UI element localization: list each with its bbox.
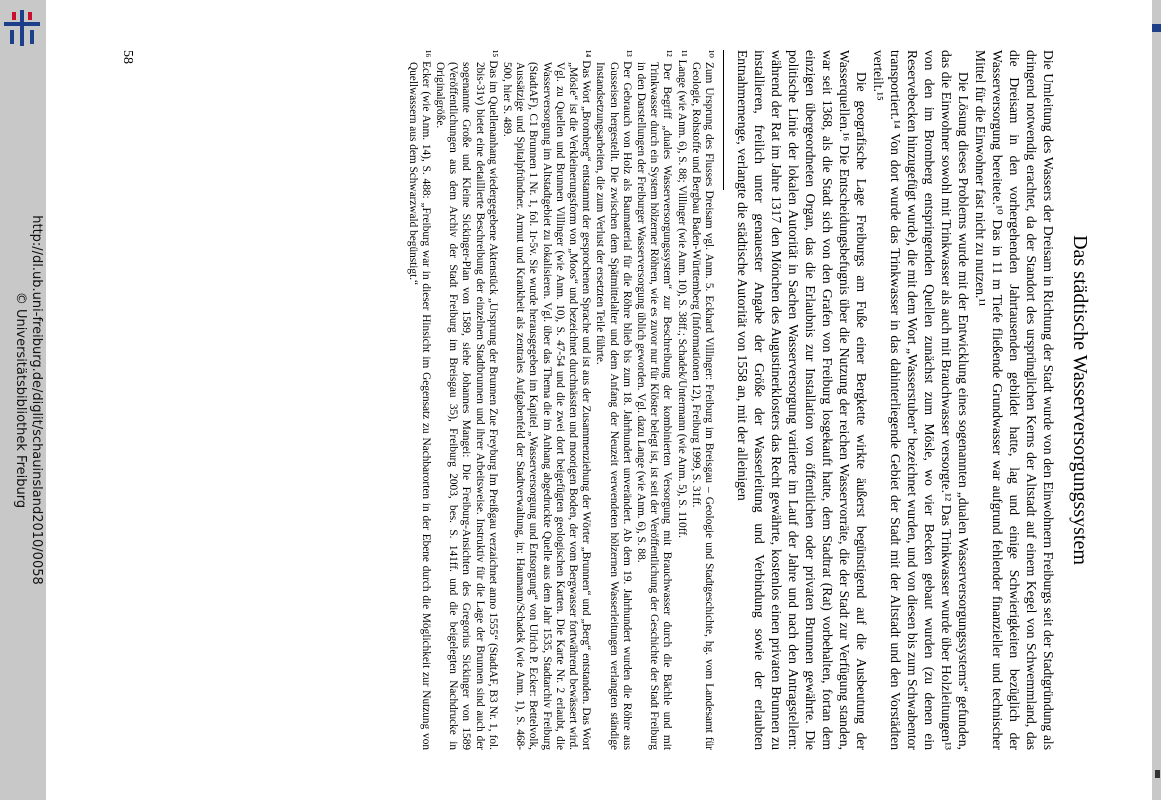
page-header: Das städtische Wasserversorgungssystem [1069, 235, 1091, 565]
logo-fragment-icon [1152, 24, 1161, 32]
footnotes [405, 50, 715, 750]
edge-mark-icon [1155, 770, 1160, 778]
paragraph: Die geografische Lage Freiburgs am Fuße einer Bergkette wirkte äußerst begünstigend auf die Ausbeutung der Wasserquellen.¹⁶ Die Entscheidungsbefugnis über die Nutzung der reichen Wasservorräte, die der Stadt zur Verfügung standen, war seit 1368, als die Stadt sich von den Grafen von Freiburg losgekauft hatte, dem Stadtrat (Rat) vorbehalten, fortan dem einzigen übergeordneten Organ, das die Erlaubnis zur Installation von öffentlichen oder privaten Brunnen gewährte. Die politische Linie der lokalen Autorität in Sachen Wasserversorgung variierte im Lauf der Jahre und nach den Antragstellern: während der Rat im Jahre 1317 den Mönchen des Augustinerklosters das Recht gewährte, kostenlos einen privaten Brunnen zu installieren, freilich unter genauester Angabe der Größe der Wasserleitung und Verbindung sowie der erlaubten Entnahmemenge, verlangte die städtische Autorität von 1558 an, mit der alleinigen [735, 50, 869, 750]
footer [8, 0, 48, 800]
paragraph: Die Lösung dieses Problems wurde mit der Entwicklung eines sogenannten „dualen Wasserversorgungssystems“ gefunden, das die Einwohner sowohl mit Trinkwasser als auch mit Brauchwasser versorgte.¹² Das Trinkwasser wurde über Holzleitungen¹³ von den im Bromberg entspringenden Quellen zunächst zum Mösle, wo vier Becken gebaut wurden (zu denen ein Reservebecken hinzugefügt wurde), die mit dem Wort „Wasserstuben“ bezeichnet wurden, und von diesen bis zum Schwabentor transportiert.¹⁴ Von dort wurde das Trinkwasser in das dahinterliegende Gebiet der Stadt mit der Altstadt und den Vorstädten verteilt.¹⁵ [871, 50, 971, 750]
footnote: ¹³ Der Gebrauch von Holz als Baumaterial für die Röhre blieb bis zum 18. Jahrhundert unverändert. Ab dem 19. Jahrhundert wurden die Röhre aus Gusseisen hergestellt. Die zwischen dem Spätmittelalter und dem Anfang der Neuzeit verwendeten hölzernen Wasserleitungen verlangten ständige Instandsetzungsarbeiten, die zum Verlust der ersetzten Teile führte. [594, 50, 633, 750]
footnote: ¹⁴ Das Wort „Bromberg“ entstammt der gesprochenen Sprache und ist aus der Zusammenziehung der Wörter „Brunnen“ und „Berg“ entstanden. Das Wort „Mösle“ ist die Verkleinerungsform von „Moos“ und bezeichnet durchnässten und moorigen Boden, der vom Bergwasser fortwährend bewässert wird. Vgl. zu Quellen und Brunnen Villinger (wie Anm. 10), S. 47-54 und die zwei dort beigefügten geologischen Karten. Die Karte Nr. 2 erlaubt, die Wasserversorgung im Altstadtgebiet zu lokalisieren. Vgl. über das Thema die im Anhang abgedruckte Quelle aus dem Jahr 1535, Stadtarchiv Freiburg (StadtAF), C1 Brunnen 1 Nr. 1, fol. 1r-5v. Sie wurde herausgegeben im Kapitel „Wasserversorgung und Entsorgung“ von Ulrich P. Ecker: Bettelvolk, Aussätzige und Spitalpfründner. Armut und Krankheit als zentrales Aufgabenfeld der Stadtverwaltung, in: Haumann/Schadek (wie Anm. 1), S. 468-500, hier S. 489. [500, 50, 593, 750]
viewer-sidebar [0, 0, 46, 800]
paragraph: Die Umleitung des Wassers der Dreisam in Richtung der Stadt wurde von den Einwohnern Freiburgs seit der Stadtgründung als dringend notwendig erachtet, da der Standort des ursprünglichen Kerns der Altstadt auf einem Kegel von Schwemmland, das die Dreisam in den vorhergehenden Jahrtausenden gebildet hatte, lag und einige Schwierigkeiten bezüglich der Wasserversorgung bereitete.¹⁰ Das in 11 m Tiefe fließende Grundwasser war aufgrund fehlender finanzieller und technischer Mittel für die Einwohner fast nicht zu nutzen.¹¹ [973, 50, 1056, 750]
footnote: ¹⁵ Das im Quellenanhang wiedergegebene Aktenstück „Ursprung der Brunnen Zue Freyburg Im Preißgau verzaichnet anno 1555“ (StadtAF, B3 Nr. 1, fol. 2bis-31v) bietet eine detaillierte Beschreibung der einzelnen Stadtbrunnen und ihrer Arbeitsweise. Instruktiv für die Lage der Brunnen sind auch der sogenannte Große und Kleine Sickinger-Plan von 1589, siehe Johannes Mangei: Die Freiburg-Ansichten des Gregorius Sickinger von 1589 (Veröffentlichungen aus dem Archiv der Stadt Freiburg im Breisgau 35), Freiburg 2003, bes. S. 141ff. und die beigelegten Nachdrucke in Originalgröße. [433, 50, 499, 750]
page-content [79, 10, 1119, 790]
page-number: 58 [120, 50, 135, 64]
footnote: ¹⁰ Zum Ursprung des Flusses Dreisam vgl. Anm. 5. Eckhard Villinger: Freiburg im Breisgau – Geologie und Stadtgeschichte, hg. vom Landesamt für Geologie, Rohstoffe und Bergbau Baden-Württemberg (Informationen 12), Freiburg 1999, S. 31ff. [689, 50, 715, 750]
footer-text [12, 215, 44, 585]
page-body [404, 50, 1057, 750]
right-edge-bar [1152, 0, 1161, 800]
footnote: ¹¹ Lange (wie Anm. 6), S. 88; Villinger (wie Anm. 10), S. 38ff.; Schadek/Untermann (wie Anm. 5), S. 110ff. [675, 50, 688, 538]
footnote: ¹⁶ Ecker (wie Anm. 14), S. 488: „Freiburg war in dieser Hinsicht im Gegensatz zu Nachbarorten in der Ebene durch die Möglichkeit zur Nutzung von Quellwassern aus dem Schwarzwald begünstigt.“ [406, 50, 432, 750]
scanned-page [46, 0, 1152, 800]
footnote: ¹² Der Begriff „duales Wasserversorgungssystem“ zur Beschreibung der kombinierten Versorgung mit Brauchwasser durch die Bächle und mit Trinkwasser durch ein System hölzerner Röhren, wie es zuvor nur für Klöster belegt ist, ist seit der Veröffentlichung der Geschichte der Stadt Freiburg in den Darstellungen der Freiburger Wasserversorgung üblich geworden. Vgl. dazu Lange (wie Anm. 6), S. 88. [634, 50, 674, 750]
footer-copyright: © Universitätsbibliothek Freiburg [13, 291, 28, 509]
footer-url[interactable]: http://dl.ub.uni-freiburg.de/diglit/schauinsland2010/0058 [29, 215, 44, 585]
footnote-divider [723, 50, 724, 190]
